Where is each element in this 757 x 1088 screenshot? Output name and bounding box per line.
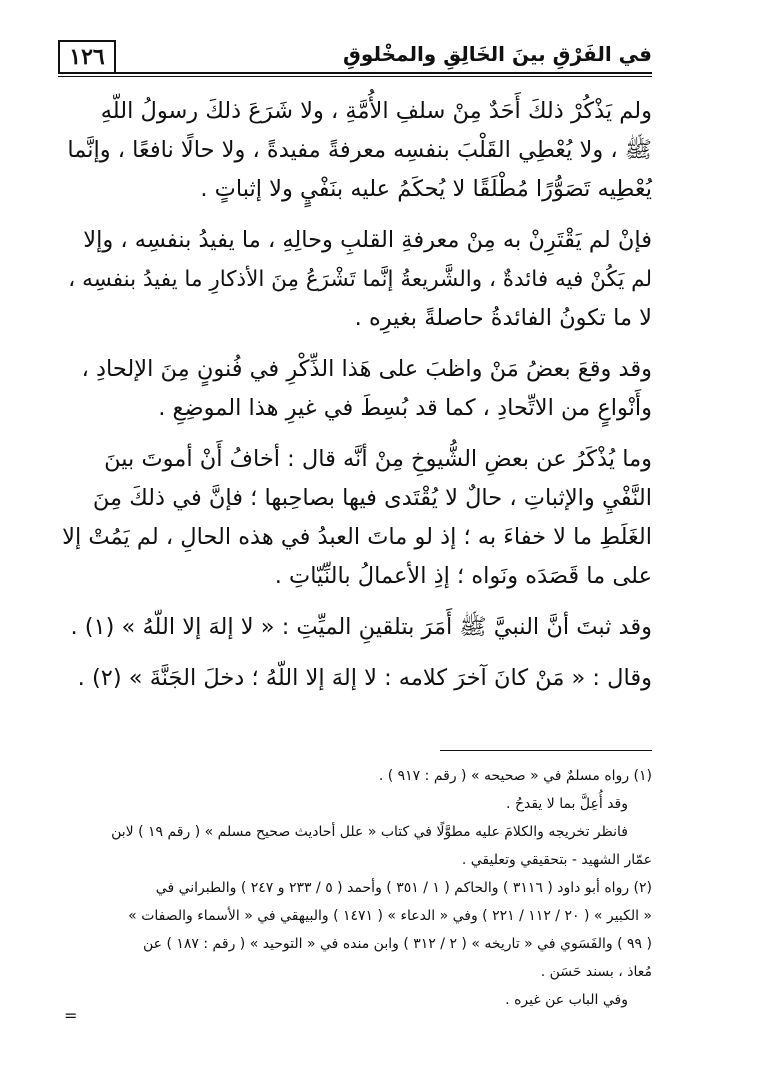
footnotes: [58, 762, 652, 1014]
text-line: فإنْ لم يَقْتَرِنْ به مِنْ معرفةِ القلبِ وحالِهِ ، ما يفيدُ بنفسِه ، وإلا: [83, 227, 652, 253]
text-line: ﷺ ، ولا يُعْطِي القَلْبَ بنفسِه معرفةً مفيدةً ، ولا حالًا نافعًا ، وإنَّما: [67, 137, 652, 163]
main-text: [58, 92, 652, 710]
text-line: وقد وقعَ بعضُ مَنْ واظبَ على هَذا الذِّكْرِ في فُنونٍ مِنَ الإلحادِ ،: [81, 356, 652, 382]
text-line: لم يَكُنْ فيه فائدةٌ ، والشَّريعةُ إنَّما تَشْرَعُ مِنَ الأذكارِ ما يفيدُ بنفسِه ،: [68, 267, 652, 292]
text-line: النَّفْيِ والإثباتِ ، حالٌ لا يُقْتَدى فيها بصاحِبها ؛ فإنَّ في ذلكَ مِنَ: [92, 485, 652, 511]
running-title: في الفَرْقِ بينَ الخَالِقِ والمخْلوقِ: [343, 42, 652, 66]
footnote-line: فانظر تخريجه والكلامَ عليه مطوَّلًا في كتاب « علل أحاديث صحيح مسلم » ( رقم ١٩ ) لابن: [111, 824, 628, 840]
continuation-mark: =: [64, 1006, 78, 1025]
paragraph: [58, 659, 652, 698]
footnote-line: (٢) رواه أبو داود ( ٣١١٦ ) والحاكم ( ١ / ٣٥١ ) وأحمد ( ٥ / ٢٣٣ و ٢٤٧ ) والطبراني في: [155, 880, 652, 896]
text-line: على ما قَصَدَه ونَواه ؛ إذِ الأعمالُ بالنِّيّاتِ .: [274, 563, 652, 589]
footnote-line: مُعاذ ، بسند حَسَن .: [540, 964, 652, 980]
footnote-separator: [440, 750, 652, 751]
footnote-line: « الكبير » ( ٢٠ / ١١٢ / ٢٢١ ) وفي « الدعاء » ( ١٤٧١ ) والبيهقي في « الأسماء والصفات »: [128, 908, 652, 924]
paragraph: [58, 350, 652, 428]
paragraph: [58, 221, 652, 338]
text-line: لا ما تكونُ الفائدةُ حاصلةً بغيرِه .: [354, 305, 652, 331]
text-line: وما يُذْكَرُ عن بعضِ الشُّيوخِ مِنْ أنَّه قال : أخافُ أَنْ أموتَ بينَ: [104, 446, 652, 472]
footnote-line: ( ٩٩ ) والفَسَوي في « تاريخه » ( ٢ / ٣١٢ ) وابن منده في « التوحيد » ( رقم : ١٨٧ ) عن: [143, 936, 652, 952]
text-line: الغَلَطِ ما لا خفاءَ به ؛ إذ لو ماتَ العبدُ في هذه الحالِ ، لم يَمُتْ إلا: [62, 524, 652, 550]
text-line: وأَنْواعٍ من الاتِّحادِ ، كما قد بُسِطَ في غيرِ هذا الموضِعِ .: [158, 395, 652, 421]
text-line: يُعْطِيه تَصَوُّرًا مُطْلَقًا لا يُحكَمُ عليه بنَفْيٍ ولا إثباتٍ .: [200, 176, 652, 202]
page-header: [58, 40, 652, 78]
paragraph: [58, 92, 652, 209]
text-line: وقد ثبتَ أنَّ النبيَّ ﷺ أَمَرَ بتلقينِ الميِّتِ : « لا إلهَ إلا اللّهُ » (١) .: [70, 614, 652, 640]
header-rule: [58, 72, 652, 74]
footnote-line: وفي الباب عن غيره .: [505, 992, 628, 1008]
footnote-line: وقد أُعِلَّ بما لا يقدحُ .: [506, 796, 628, 812]
footnote-line: عمّار الشهيد - بتحقيقي وتعليقي .: [461, 852, 652, 868]
header-rule-thin: [58, 76, 652, 77]
text-line: ولم يَذْكُرْ ذلكَ أَحَدٌ مِنْ سلفِ الأُمَّةِ ، ولا شَرَعَ ذلكَ رسولُ اللّهِ: [100, 98, 652, 124]
paragraph: [58, 608, 652, 647]
paragraph: [58, 440, 652, 596]
page-number: ١٢٦: [58, 40, 116, 72]
footnote-line: (١) رواه مسلمٌ في « صحيحه » ( رقم : ٩١٧ ) .: [378, 768, 652, 784]
text-line: وقال : « مَنْ كانَ آخرَ كلامه : لا إلهَ إلا اللّهُ ؛ دخلَ الجَنَّةَ » (٢) .: [77, 665, 652, 691]
